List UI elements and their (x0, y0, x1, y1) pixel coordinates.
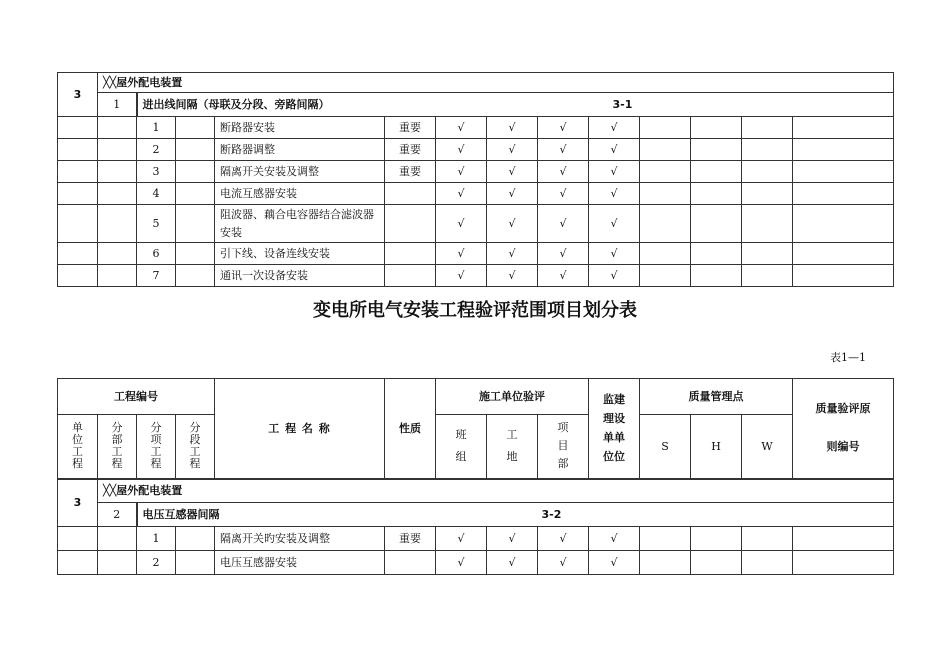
table-row (58, 183, 894, 205)
table-row (58, 205, 894, 243)
h-header: H (691, 415, 742, 479)
row-nature: 重要 (385, 161, 436, 183)
dept-header: 项目部 (538, 415, 589, 479)
check-mark: √ (436, 551, 487, 575)
table-row (58, 527, 894, 551)
unit-work-header: 单位工程 (58, 415, 98, 479)
check-mark: √ (487, 265, 538, 287)
check-mark: √ (538, 161, 589, 183)
header-subrow (58, 415, 894, 479)
row-name: 电流互感器安装 (215, 183, 385, 205)
check-mark: √ (436, 265, 487, 287)
check-mark: √ (487, 243, 538, 265)
check-mark: √ (487, 117, 538, 139)
check-mark: √ (436, 139, 487, 161)
check-mark: √ (436, 183, 487, 205)
row-name: 通讯一次设备安装 (215, 265, 385, 287)
check-mark: √ (436, 205, 487, 243)
table-row (58, 117, 894, 139)
table-row (58, 139, 894, 161)
sub-code: 3-2 (541, 508, 562, 521)
row-name: 断路器安装 (215, 117, 385, 139)
check-mark: √ (487, 551, 538, 575)
table-row (58, 265, 894, 287)
check-mark: √ (487, 161, 538, 183)
check-mark: √ (589, 139, 640, 161)
sub-section-row (137, 503, 894, 527)
table-number: 表1—1 (830, 351, 866, 364)
check-mark: √ (487, 183, 538, 205)
project-no-header: 工程编号 (58, 379, 215, 415)
row-no: 2 (137, 551, 176, 575)
row-name: 阻波器、藕合电容器结合滤波器安装 (215, 205, 385, 243)
row-no: 3 (137, 161, 176, 183)
row-nature: 重要 (385, 527, 436, 551)
quality-code-header: 质量验评原则编号 (793, 379, 894, 479)
check-mark: √ (538, 205, 589, 243)
unit-no: 3 (58, 479, 98, 527)
check-mark: √ (589, 527, 640, 551)
check-mark: √ (538, 183, 589, 205)
site-header: 工地 (487, 415, 538, 479)
sub-name: 进出线间隔（母联及分段、旁路间隔） (142, 98, 330, 111)
team-header: 班组 (436, 415, 487, 479)
table-row (58, 243, 894, 265)
check-mark: √ (436, 161, 487, 183)
header-row (58, 379, 894, 415)
row-nature: 重要 (385, 139, 436, 161)
supervisor-header: 监建理设单单位位 (589, 379, 640, 479)
row-name: 断路器调整 (215, 139, 385, 161)
row-nature (385, 183, 436, 205)
check-mark: √ (487, 205, 538, 243)
quality-points-header: 质量管理点 (640, 379, 793, 415)
row-no: 2 (137, 139, 176, 161)
table-row (58, 551, 894, 575)
row-no: 5 (137, 205, 176, 243)
table-row (58, 161, 894, 183)
s-header: S (640, 415, 691, 479)
seg-work-header: 分段工程 (176, 415, 215, 479)
sub-section-row (137, 93, 894, 117)
row-nature (385, 243, 436, 265)
unit-name: ╳╳屋外配电装置 (98, 479, 894, 503)
w-header: W (742, 415, 793, 479)
row-name: 隔离开关安装及调整 (215, 161, 385, 183)
check-mark: √ (538, 243, 589, 265)
sub-no: 1 (98, 93, 137, 117)
check-mark: √ (589, 551, 640, 575)
check-mark: √ (538, 527, 589, 551)
check-mark: √ (436, 527, 487, 551)
check-mark: √ (436, 243, 487, 265)
check-mark: √ (589, 265, 640, 287)
sub-code: 3-1 (612, 98, 633, 111)
row-no: 1 (137, 117, 176, 139)
row-nature (385, 551, 436, 575)
row-nature (385, 265, 436, 287)
project-name-header: 工 程 名 称 (215, 379, 385, 479)
check-mark: √ (589, 117, 640, 139)
sub-no: 2 (98, 503, 137, 527)
unit-no: 3 (58, 73, 98, 117)
check-mark: √ (487, 527, 538, 551)
main-table (57, 378, 894, 575)
document-title: 变电所电气安装工程验评范围项目划分表 (313, 300, 637, 321)
part-work-header: 分部工程 (98, 415, 137, 479)
row-no: 6 (137, 243, 176, 265)
check-mark: √ (538, 117, 589, 139)
sub-name: 电压互感器间隔 (142, 508, 220, 521)
check-mark: √ (589, 183, 640, 205)
row-name: 隔离开关旳安装及调整 (215, 527, 385, 551)
contractor-check-header: 施工单位验评 (436, 379, 589, 415)
unit-name: ╳╳屋外配电装置 (98, 73, 894, 93)
item-work-header: 分项工程 (137, 415, 176, 479)
check-mark: √ (538, 139, 589, 161)
check-mark: √ (436, 117, 487, 139)
row-no: 4 (137, 183, 176, 205)
nature-header: 性质 (385, 379, 436, 479)
check-mark: √ (487, 139, 538, 161)
top-section-table (57, 72, 894, 287)
check-mark: √ (538, 551, 589, 575)
row-nature (385, 205, 436, 243)
check-mark: √ (538, 265, 589, 287)
row-name: 引下线、设备连线安装 (215, 243, 385, 265)
check-mark: √ (589, 161, 640, 183)
row-no: 1 (137, 527, 176, 551)
row-no: 7 (137, 265, 176, 287)
row-name: 电压互感器安装 (215, 551, 385, 575)
check-mark: √ (589, 243, 640, 265)
check-mark: √ (589, 205, 640, 243)
row-nature: 重要 (385, 117, 436, 139)
